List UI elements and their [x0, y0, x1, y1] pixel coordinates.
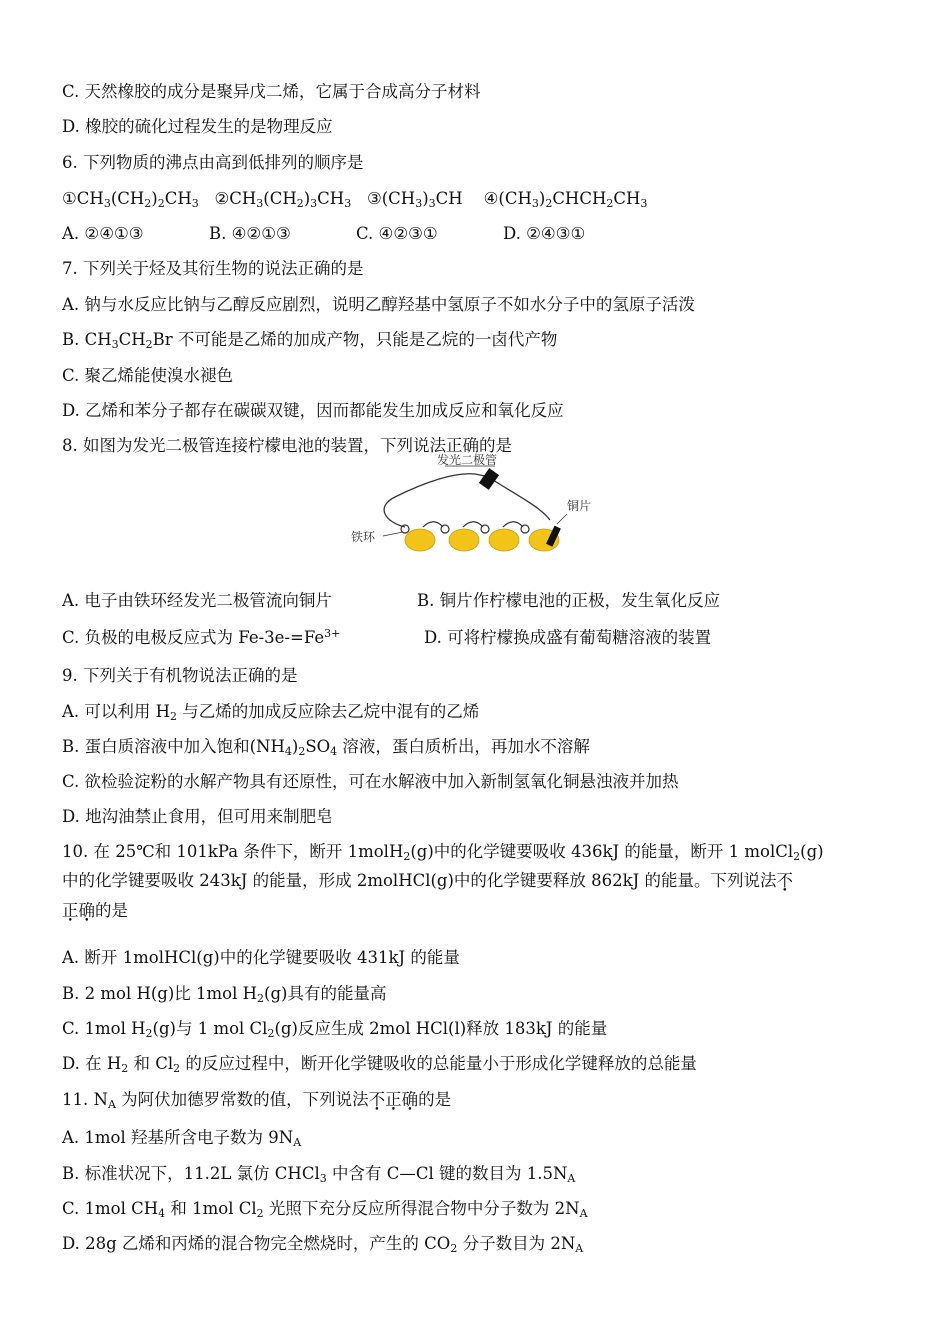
lemon-battery-diagram — [345, 452, 605, 560]
wire-link-2 — [463, 522, 483, 527]
wire-link-3 — [503, 522, 523, 527]
q10-stem-line1: 10. 在 25℃和 101kPa 条件下，断开 1molH$_2$(g)中的化学键要吸收 436kJ 的能量，断开 1 molCl$_2$(g) — [62, 842, 824, 863]
q6-compounds: $①CH_3(CH_2)_2CH_3$ $②CH_3(CH_2)_3CH_3$ $③(CH_3)_3CH$ $④(CH_3)_2CHCH_2CH_3$ — [62, 189, 648, 210]
q7-option-a: A. 钠与水反应比钠与乙醇反应剧烈，说明乙醇羟基中氢原子不如水分子中的氢原子活泼 — [62, 295, 695, 314]
q10-stem-line3: 正确的是 — [62, 901, 128, 920]
q7-option-c: C. 聚乙烯能使溴水褪色 — [62, 366, 234, 385]
led-icon — [479, 468, 499, 490]
emphasis-char: 不 — [368, 1090, 386, 1109]
q11-option-b: B. 标准状况下，11.2L 氯仿 CHCl$_3$ 中含有 C—Cl 键的数目为 $1.5N_A$ — [62, 1164, 576, 1185]
emphasis-char: 确 — [401, 1090, 419, 1109]
q6-option-c: C. ④②③① — [356, 224, 438, 243]
q9-option-c: C. 欲检验淀粉的水解产物具有还原性，可在水解液中加入新制氢氧化铜悬浊液并加热 — [62, 772, 679, 791]
iron-ring-icon — [481, 525, 489, 533]
q11-option-c: C. 1mol $CH_4$ 和 1mol $Cl_2$ 光照下充分反应所得混合物中分子数为 $2N_A$ — [62, 1199, 588, 1220]
q8-stem: 8. 如图为发光二极管连接柠檬电池的装置，下列说法正确的是 — [62, 436, 512, 455]
wire-right — [493, 480, 550, 520]
q10-option-b: B. 2 mol H(g)比 1mol $H_2(g)$具有的能量高 — [62, 984, 387, 1005]
q10-option-a: A. 断开 1molHCl(g)中的化学键要吸收 431kJ 的能量 — [62, 948, 460, 967]
q11-option-d: D. 28g 乙烯和丙烯的混合物完全燃烧时，产生的 $CO_2$ 分子数目为 $2N_A$ — [62, 1234, 584, 1255]
q9-option-d: D. 地沟油禁止食用，但可用来制肥皂 — [62, 807, 333, 826]
q7-stem: 7. 下列关于烃及其衍生物的说法正确的是 — [62, 259, 364, 278]
iron-label: 铁环 — [351, 530, 376, 544]
q6-option-d: D. ②④③① — [503, 224, 586, 243]
q10-stem-line2: 中的化学键要吸收 243kJ 的能量，形成 2molHCl(g)中的化学键要释放 862kJ 的能量。下列说法不 — [62, 871, 794, 890]
q8-option-c: C. 负极的电极反应式为 $Fe-3e-=Fe^{3+}$ — [62, 627, 341, 647]
iron-ring-icon — [521, 525, 529, 533]
copper-label: 铜片 — [567, 499, 592, 513]
wire-link-1 — [423, 522, 443, 527]
emphasis-char: 确 — [78, 901, 95, 920]
q11-option-a: A. 1mol 羟基所含电子数为 $9N_A$ — [62, 1128, 302, 1149]
led-label: 发光二极管 — [437, 453, 498, 467]
lemon-icon — [449, 529, 479, 551]
q10-option-d: D. 在 $H_2$ 和 $Cl_2$ 的反应过程中，断开化学键吸收的总能量小于形成化学键释放的总能量 — [62, 1054, 697, 1075]
q9-option-a: A. 可以利用 $H_2$ 与乙烯的加成反应除去乙烷中混有的乙烯 — [62, 702, 480, 723]
q10-option-c: C. 1mol $H_2(g)$与 1 mol $Cl_2(g)$反应生成 2mol HCl(l)释放 183kJ 的能量 — [62, 1019, 608, 1040]
emphasis-char: 正 — [385, 1090, 402, 1109]
iron-ring-icon — [441, 525, 449, 533]
q8-option-d: D. 可将柠檬换成盛有葡萄糖溶液的装置 — [424, 628, 712, 647]
q8-option-a: A. 电子由铁环经发光二极管流向铜片 — [62, 591, 332, 610]
q9-option-b: B. 蛋白质溶液中加入饱和$(NH_4)_2SO_4$ 溶液，蛋白质析出，再加水不溶解 — [62, 737, 590, 758]
q5-option-d: D. 橡胶的硫化过程发生的是物理反应 — [62, 117, 333, 136]
q7-option-d: D. 乙烯和苯分子都存在碳碳双键，因而都能发生加成反应和氧化反应 — [62, 401, 564, 420]
wire-left — [384, 474, 485, 527]
lemon-icon — [405, 529, 435, 551]
q8-option-b: B. 铜片作柠檬电池的正极，发生氧化反应 — [417, 591, 721, 610]
emphasis-char: 正 — [62, 901, 79, 920]
lemon-icon — [489, 529, 519, 551]
q6-option-a: A. ②④①③ — [62, 224, 144, 243]
q9-stem: 9. 下列关于有机物说法正确的是 — [62, 666, 298, 685]
q7-option-b: B. $CH_3CH_2Br$ 不可能是乙烯的加成产物，只能是乙烷的一卤代产物 — [62, 330, 558, 351]
q11-stem: 11. $N_A$ 为阿伏加德罗常数的值，下列说法不正确的是 — [62, 1090, 452, 1111]
q6-options — [62, 223, 585, 245]
q6-stem: 6. 下列物质的沸点由高到低排列的顺序是 — [62, 153, 364, 172]
q5-option-c: C. 天然橡胶的成分是聚异戊二烯，它属于合成高分子材料 — [62, 82, 481, 101]
q6-option-b: B. ④②①③ — [209, 224, 291, 243]
